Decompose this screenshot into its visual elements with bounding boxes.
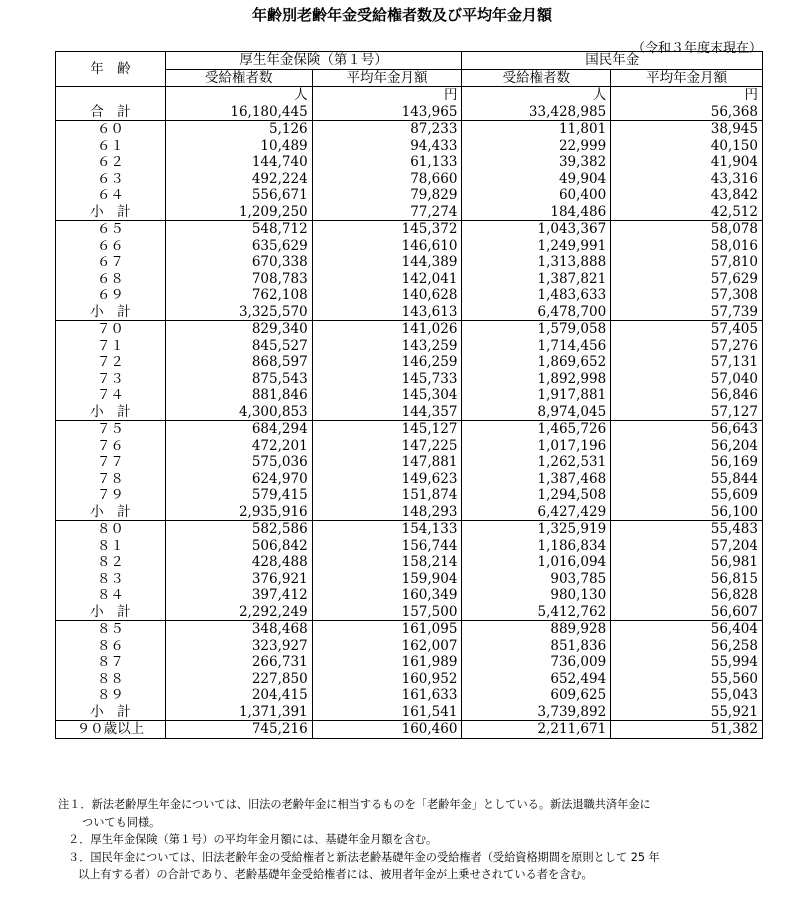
cell-value: 1,714,456 bbox=[462, 338, 611, 355]
cell-value: 56,828 bbox=[611, 587, 763, 604]
total-value: 143,965 bbox=[312, 104, 462, 121]
cell-value: 55,609 bbox=[611, 487, 763, 504]
age-label: ８２ bbox=[56, 554, 166, 571]
cell-value: 144,740 bbox=[165, 154, 312, 171]
total-row bbox=[56, 104, 763, 121]
subtotal-label: 小 計 bbox=[56, 504, 166, 521]
cell-value: 1,387,821 bbox=[462, 271, 611, 288]
note-3-continued: 以上有する者）の合計であり、老齢基礎年金受給権者には、被用者年金が上乗せされている者を含む。 bbox=[78, 868, 593, 881]
subtotal-value: 161,541 bbox=[312, 704, 462, 721]
age-row bbox=[56, 621, 763, 638]
cell-value: 58,016 bbox=[611, 238, 763, 255]
cell-value: 11,801 bbox=[462, 121, 611, 138]
cell-value: 149,623 bbox=[312, 471, 462, 488]
cell-value: 1,387,468 bbox=[462, 471, 611, 488]
cell-value: 851,836 bbox=[462, 638, 611, 655]
cell-value: 266,731 bbox=[165, 654, 312, 671]
age-label: ６０ bbox=[56, 121, 166, 138]
cell-value: 1,043,367 bbox=[462, 221, 611, 238]
cell-value: 55,560 bbox=[611, 671, 763, 688]
cell-value: 160,349 bbox=[312, 587, 462, 604]
unit-label: 人 bbox=[462, 87, 611, 104]
subtotal-value: 3,325,570 bbox=[165, 304, 312, 321]
subtotal-row bbox=[56, 304, 763, 321]
cell-value: 980,130 bbox=[462, 587, 611, 604]
subtotal-value: 144,357 bbox=[312, 404, 462, 421]
age-label: ７０ bbox=[56, 321, 166, 338]
cell-value: 348,468 bbox=[165, 621, 312, 638]
cell-value: 43,316 bbox=[611, 171, 763, 188]
subtotal-row bbox=[56, 404, 763, 421]
age-label: ６６ bbox=[56, 238, 166, 255]
age-row bbox=[56, 687, 763, 704]
cell-value: 57,810 bbox=[611, 254, 763, 271]
age-label: ６５ bbox=[56, 221, 166, 238]
age-label: ７１ bbox=[56, 338, 166, 355]
cell-value: 79,829 bbox=[312, 187, 462, 204]
age-header: 年 齢 bbox=[56, 52, 166, 87]
cell-value: 762,108 bbox=[165, 287, 312, 304]
cell-value: 1,016,094 bbox=[462, 554, 611, 571]
age-label: ６８ bbox=[56, 271, 166, 288]
cell-value: 1,917,881 bbox=[462, 387, 611, 404]
subtotal-value: 4,300,853 bbox=[165, 404, 312, 421]
subtotal-value: 42,512 bbox=[611, 204, 763, 221]
cell-value: 1,325,919 bbox=[462, 521, 611, 538]
age-label: ８６ bbox=[56, 638, 166, 655]
cell-value: 1,017,196 bbox=[462, 438, 611, 455]
over90-value: 51,382 bbox=[611, 721, 763, 739]
age-row bbox=[56, 187, 763, 204]
age-label: ７４ bbox=[56, 387, 166, 404]
age-row bbox=[56, 338, 763, 355]
age-label: ８５ bbox=[56, 621, 166, 638]
cell-value: 881,846 bbox=[165, 387, 312, 404]
total-value: 56,368 bbox=[611, 104, 763, 121]
cell-value: 161,989 bbox=[312, 654, 462, 671]
age-label: ８４ bbox=[56, 587, 166, 604]
unit-label: 円 bbox=[312, 87, 462, 104]
units-row bbox=[56, 87, 763, 104]
age-label: ８０ bbox=[56, 521, 166, 538]
sub-header: 平均年金月額 bbox=[312, 69, 462, 87]
cell-value: 56,169 bbox=[611, 454, 763, 471]
age-row bbox=[56, 171, 763, 188]
subtotal-value: 57,127 bbox=[611, 404, 763, 421]
cell-value: 39,382 bbox=[462, 154, 611, 171]
cell-value: 145,372 bbox=[312, 221, 462, 238]
age-row bbox=[56, 371, 763, 388]
cell-value: 548,712 bbox=[165, 221, 312, 238]
age-label: ７６ bbox=[56, 438, 166, 455]
cell-value: 1,262,531 bbox=[462, 454, 611, 471]
cell-value: 506,842 bbox=[165, 538, 312, 555]
pension-table bbox=[55, 51, 763, 739]
cell-value: 56,981 bbox=[611, 554, 763, 571]
cell-value: 55,483 bbox=[611, 521, 763, 538]
subtotal-value: 2,292,249 bbox=[165, 604, 312, 621]
age-label: ８１ bbox=[56, 538, 166, 555]
cell-value: 61,133 bbox=[312, 154, 462, 171]
subtotal-value: 55,921 bbox=[611, 704, 763, 721]
age-row bbox=[56, 138, 763, 155]
footnotes bbox=[58, 796, 778, 884]
over90-label: ９０歳以上 bbox=[56, 721, 166, 739]
cell-value: 376,921 bbox=[165, 571, 312, 588]
age-label: ７３ bbox=[56, 371, 166, 388]
cell-value: 903,785 bbox=[462, 571, 611, 588]
cell-value: 60,400 bbox=[462, 187, 611, 204]
subtotal-value: 57,739 bbox=[611, 304, 763, 321]
cell-value: 57,276 bbox=[611, 338, 763, 355]
age-row bbox=[56, 571, 763, 588]
subtotal-label: 小 計 bbox=[56, 704, 166, 721]
subtotal-value: 148,293 bbox=[312, 504, 462, 521]
subtotal-value: 2,935,916 bbox=[165, 504, 312, 521]
cell-value: 1,483,633 bbox=[462, 287, 611, 304]
age-row bbox=[56, 421, 763, 438]
cell-value: 41,904 bbox=[611, 154, 763, 171]
total-value: 16,180,445 bbox=[165, 104, 312, 121]
cell-value: 472,201 bbox=[165, 438, 312, 455]
cell-value: 87,233 bbox=[312, 121, 462, 138]
age-row bbox=[56, 271, 763, 288]
cell-value: 55,844 bbox=[611, 471, 763, 488]
cell-value: 57,405 bbox=[611, 321, 763, 338]
note-2: ２．厚生年金保険（第１号）の平均年金月額には、基礎年金月額を含む。 bbox=[68, 833, 438, 846]
age-label: ７９ bbox=[56, 487, 166, 504]
age-row bbox=[56, 254, 763, 271]
total-value: 33,428,985 bbox=[462, 104, 611, 121]
cell-value: 55,994 bbox=[611, 654, 763, 671]
subtotal-value: 143,613 bbox=[312, 304, 462, 321]
subtotal-row bbox=[56, 204, 763, 221]
cell-value: 57,040 bbox=[611, 371, 763, 388]
cell-value: 575,036 bbox=[165, 454, 312, 471]
subtotal-value: 1,371,391 bbox=[165, 704, 312, 721]
cell-value: 162,007 bbox=[312, 638, 462, 655]
cell-value: 868,597 bbox=[165, 354, 312, 371]
cell-value: 609,625 bbox=[462, 687, 611, 704]
cell-value: 5,126 bbox=[165, 121, 312, 138]
cell-value: 556,671 bbox=[165, 187, 312, 204]
subtotal-value: 1,209,250 bbox=[165, 204, 312, 221]
subtotal-label: 小 計 bbox=[56, 604, 166, 621]
subtotal-label: 小 計 bbox=[56, 204, 166, 221]
age-row bbox=[56, 121, 763, 138]
subtotal-label: 小 計 bbox=[56, 304, 166, 321]
total-label: 合 計 bbox=[56, 104, 166, 121]
cell-value: 161,095 bbox=[312, 621, 462, 638]
header-row-1 bbox=[56, 52, 763, 70]
cell-value: 147,225 bbox=[312, 438, 462, 455]
age-label: ６４ bbox=[56, 187, 166, 204]
cell-value: 78,660 bbox=[312, 171, 462, 188]
age-label: ８８ bbox=[56, 671, 166, 688]
cell-value: 652,494 bbox=[462, 671, 611, 688]
note-3: ３．国民年金については、旧法老齢年金の受給権者と新法老齢基礎年金の受給権者（受給資格期間を原則として 25 年 bbox=[68, 850, 660, 864]
age-row bbox=[56, 521, 763, 538]
cell-value: 58,078 bbox=[611, 221, 763, 238]
cell-value: 56,643 bbox=[611, 421, 763, 438]
age-label: ６７ bbox=[56, 254, 166, 271]
over90-value: 2,211,671 bbox=[462, 721, 611, 739]
unit-label: 人 bbox=[165, 87, 312, 104]
cell-value: 227,850 bbox=[165, 671, 312, 688]
over90-value: 745,216 bbox=[165, 721, 312, 739]
cell-value: 10,489 bbox=[165, 138, 312, 155]
cell-value: 670,338 bbox=[165, 254, 312, 271]
age-label: ６２ bbox=[56, 154, 166, 171]
cell-value: 143,259 bbox=[312, 338, 462, 355]
age-row bbox=[56, 554, 763, 571]
subtotal-label: 小 計 bbox=[56, 404, 166, 421]
subtotal-row bbox=[56, 504, 763, 521]
cell-value: 204,415 bbox=[165, 687, 312, 704]
age-label: ７８ bbox=[56, 471, 166, 488]
cell-value: 160,952 bbox=[312, 671, 462, 688]
cell-value: 57,131 bbox=[611, 354, 763, 371]
note-1: 注１．新法老齢厚生年金については、旧法の老齢年金に相当するものを「老齢年金」としている。新法退職共済年金に bbox=[58, 798, 651, 811]
cell-value: 1,579,058 bbox=[462, 321, 611, 338]
subtotal-value: 56,100 bbox=[611, 504, 763, 521]
cell-value: 875,543 bbox=[165, 371, 312, 388]
cell-value: 684,294 bbox=[165, 421, 312, 438]
cell-value: 156,744 bbox=[312, 538, 462, 555]
cell-value: 582,586 bbox=[165, 521, 312, 538]
cell-value: 57,629 bbox=[611, 271, 763, 288]
group-header-kokumin: 国民年金 bbox=[462, 52, 763, 70]
cell-value: 56,404 bbox=[611, 621, 763, 638]
age-label: ６１ bbox=[56, 138, 166, 155]
age-row bbox=[56, 487, 763, 504]
cell-value: 397,412 bbox=[165, 587, 312, 604]
cell-value: 889,928 bbox=[462, 621, 611, 638]
age-row bbox=[56, 387, 763, 404]
cell-value: 57,308 bbox=[611, 287, 763, 304]
subtotal-value: 77,274 bbox=[312, 204, 462, 221]
cell-value: 55,043 bbox=[611, 687, 763, 704]
age-row bbox=[56, 221, 763, 238]
age-label: ８９ bbox=[56, 687, 166, 704]
age-row bbox=[56, 238, 763, 255]
cell-value: 1,249,991 bbox=[462, 238, 611, 255]
cell-value: 1,892,998 bbox=[462, 371, 611, 388]
cell-value: 635,629 bbox=[165, 238, 312, 255]
note-1-continued: ついても同様。 bbox=[82, 815, 161, 829]
age-row bbox=[56, 587, 763, 604]
cell-value: 1,313,888 bbox=[462, 254, 611, 271]
cell-value: 1,186,834 bbox=[462, 538, 611, 555]
cell-value: 158,214 bbox=[312, 554, 462, 571]
cell-value: 43,842 bbox=[611, 187, 763, 204]
cell-value: 40,150 bbox=[611, 138, 763, 155]
cell-value: 142,041 bbox=[312, 271, 462, 288]
sub-header: 平均年金月額 bbox=[611, 69, 763, 87]
sub-header: 受給権者数 bbox=[462, 69, 611, 87]
cell-value: 151,874 bbox=[312, 487, 462, 504]
age-row bbox=[56, 287, 763, 304]
cell-value: 56,258 bbox=[611, 638, 763, 655]
cell-value: 56,846 bbox=[611, 387, 763, 404]
cell-value: 147,881 bbox=[312, 454, 462, 471]
cell-value: 161,633 bbox=[312, 687, 462, 704]
age-label: ６３ bbox=[56, 171, 166, 188]
units-age-cell bbox=[56, 87, 166, 104]
group-header-kosei: 厚生年金保険（第１号） bbox=[165, 52, 462, 70]
subtotal-row bbox=[56, 604, 763, 621]
subtotal-value: 184,486 bbox=[462, 204, 611, 221]
over90-value: 160,460 bbox=[312, 721, 462, 739]
cell-value: 708,783 bbox=[165, 271, 312, 288]
age-row bbox=[56, 154, 763, 171]
cell-value: 144,389 bbox=[312, 254, 462, 271]
cell-value: 38,945 bbox=[611, 121, 763, 138]
cell-value: 145,304 bbox=[312, 387, 462, 404]
over90-row bbox=[56, 721, 763, 739]
cell-value: 154,133 bbox=[312, 521, 462, 538]
subtotal-value: 6,478,700 bbox=[462, 304, 611, 321]
age-row bbox=[56, 438, 763, 455]
cell-value: 323,927 bbox=[165, 638, 312, 655]
subtotal-value: 8,974,045 bbox=[462, 404, 611, 421]
age-label: ６９ bbox=[56, 287, 166, 304]
cell-value: 94,433 bbox=[312, 138, 462, 155]
cell-value: 736,009 bbox=[462, 654, 611, 671]
cell-value: 49,904 bbox=[462, 171, 611, 188]
cell-value: 159,904 bbox=[312, 571, 462, 588]
subtotal-value: 157,500 bbox=[312, 604, 462, 621]
subtotal-value: 56,607 bbox=[611, 604, 763, 621]
cell-value: 624,970 bbox=[165, 471, 312, 488]
age-label: ８３ bbox=[56, 571, 166, 588]
age-label: ７２ bbox=[56, 354, 166, 371]
as-of-date: （令和３年度末現在） bbox=[631, 41, 762, 56]
subtotal-value: 5,412,762 bbox=[462, 604, 611, 621]
cell-value: 145,127 bbox=[312, 421, 462, 438]
subtotal-row bbox=[56, 704, 763, 721]
age-label: ７７ bbox=[56, 454, 166, 471]
age-label: ８７ bbox=[56, 654, 166, 671]
age-row bbox=[56, 354, 763, 371]
cell-value: 428,488 bbox=[165, 554, 312, 571]
cell-value: 22,999 bbox=[462, 138, 611, 155]
age-row bbox=[56, 454, 763, 471]
age-row bbox=[56, 654, 763, 671]
cell-value: 56,815 bbox=[611, 571, 763, 588]
cell-value: 140,628 bbox=[312, 287, 462, 304]
cell-value: 492,224 bbox=[165, 171, 312, 188]
subtotal-value: 3,739,892 bbox=[462, 704, 611, 721]
cell-value: 829,340 bbox=[165, 321, 312, 338]
cell-value: 1,869,652 bbox=[462, 354, 611, 371]
cell-value: 57,204 bbox=[611, 538, 763, 555]
cell-value: 146,259 bbox=[312, 354, 462, 371]
age-row bbox=[56, 638, 763, 655]
unit-label: 円 bbox=[611, 87, 763, 104]
cell-value: 56,204 bbox=[611, 438, 763, 455]
age-label: ７５ bbox=[56, 421, 166, 438]
cell-value: 845,527 bbox=[165, 338, 312, 355]
cell-value: 579,415 bbox=[165, 487, 312, 504]
cell-value: 146,610 bbox=[312, 238, 462, 255]
subtotal-value: 6,427,429 bbox=[462, 504, 611, 521]
age-row bbox=[56, 321, 763, 338]
age-row bbox=[56, 471, 763, 488]
age-row bbox=[56, 538, 763, 555]
cell-value: 145,733 bbox=[312, 371, 462, 388]
cell-value: 1,465,726 bbox=[462, 421, 611, 438]
cell-value: 141,026 bbox=[312, 321, 462, 338]
page-title: 年齢別老齢年金受給権者数及び平均年金月額 bbox=[251, 6, 552, 24]
sub-header: 受給権者数 bbox=[165, 69, 312, 87]
cell-value: 1,294,508 bbox=[462, 487, 611, 504]
age-row bbox=[56, 671, 763, 688]
